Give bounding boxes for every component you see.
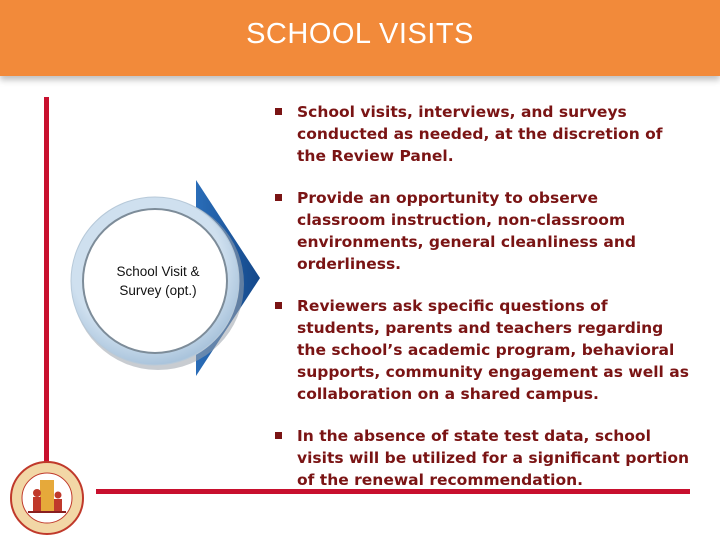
bullet-square-icon [275, 194, 282, 201]
circle-label: School Visit & Survey (opt.) [116, 264, 200, 298]
bullet-text: Reviewers ask specific questions of students, parents and teachers regarding the school’s academic program, behavioral supports, community engagement as well as collaboration on a shared campus. [297, 297, 689, 403]
bullet-text: School visits, interviews, and surveys conducted as needed, at the discretion of the Review Panel. [297, 103, 663, 165]
page-title: SCHOOL VISITS [246, 18, 474, 50]
bullet-item [272, 295, 690, 405]
bullet-square-icon [275, 302, 282, 309]
bullet-item [272, 101, 690, 167]
bullet-text: Provide an opportunity to observe classroom instruction, non-classroom environments, general cleanliness and orderliness. [297, 189, 636, 273]
bullet-text: In the absence of state test data, school visits will be utilized for a significant portion of the renewal recommendation. [297, 427, 690, 489]
bullet-square-icon [275, 432, 282, 439]
bullet-square-icon [275, 108, 282, 115]
bullet-list [272, 101, 690, 511]
district-seal-logo [4, 460, 90, 536]
bullet-item [272, 425, 690, 491]
bullet-item [272, 187, 690, 275]
